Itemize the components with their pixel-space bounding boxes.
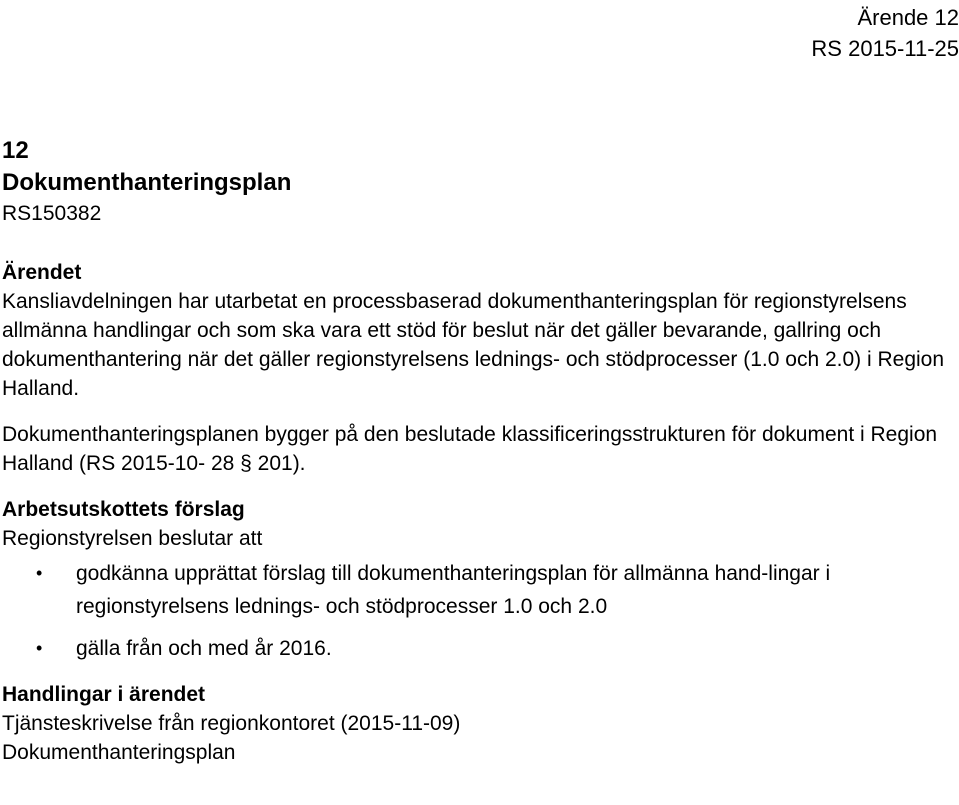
item-number: 12 bbox=[2, 137, 29, 164]
arendet-paragraph-1: Kansliavdelningen har utarbetat en processbaserad dokumenthanteringsplan för regionstyrelsens allmänna handlingar och som ska vara ett stöd för beslut när det gäller bevarande, gallring och dokumenthantering när det gäller regionstyrelsens lednings- och stödprocesser (1.0 och 2.0) i Region Halland. bbox=[2, 290, 945, 400]
forslag-item-1: godkänna upprättat förslag till dokumenthanteringsplan för allmänna hand-lingar i regionstyrelsens lednings- och stödprocesser 1.0 och 2.0 bbox=[76, 562, 831, 618]
handling-dokumenthanteringsplan: Dokumenthanteringsplan bbox=[2, 741, 236, 764]
handling-tjansteskrivelse: Tjänsteskrivelse från regionkontoret (2015-11-09) bbox=[2, 712, 461, 735]
forslag-list bbox=[2, 557, 952, 665]
item-title: Dokumenthanteringsplan bbox=[2, 169, 292, 196]
bullet-icon: • bbox=[36, 563, 43, 583]
bullet-icon: • bbox=[36, 638, 43, 658]
list-item bbox=[2, 632, 952, 665]
arendet-paragraph-2: Dokumenthanteringsplanen bygger på den beslutade klassificeringsstrukturen för dokument i Region Halland (RS 2015-10- 28 § 201). bbox=[2, 423, 938, 475]
forslag-heading: Arbetsutskottets förslag bbox=[2, 498, 245, 521]
forslag-item-2: gälla från och med år 2016. bbox=[76, 637, 332, 660]
meeting-date: RS 2015-11-25 bbox=[811, 36, 959, 61]
document-body bbox=[2, 135, 952, 767]
handlingar-heading: Handlingar i ärendet bbox=[2, 683, 206, 706]
arendet-heading: Ärendet bbox=[2, 261, 82, 284]
arende-label: Ärende 12 bbox=[857, 5, 959, 30]
diarienummer: RS150382 bbox=[2, 202, 102, 225]
list-item bbox=[2, 557, 952, 623]
forslag-intro: Regionstyrelsen beslutar att bbox=[2, 527, 263, 550]
document-header bbox=[811, 2, 959, 64]
